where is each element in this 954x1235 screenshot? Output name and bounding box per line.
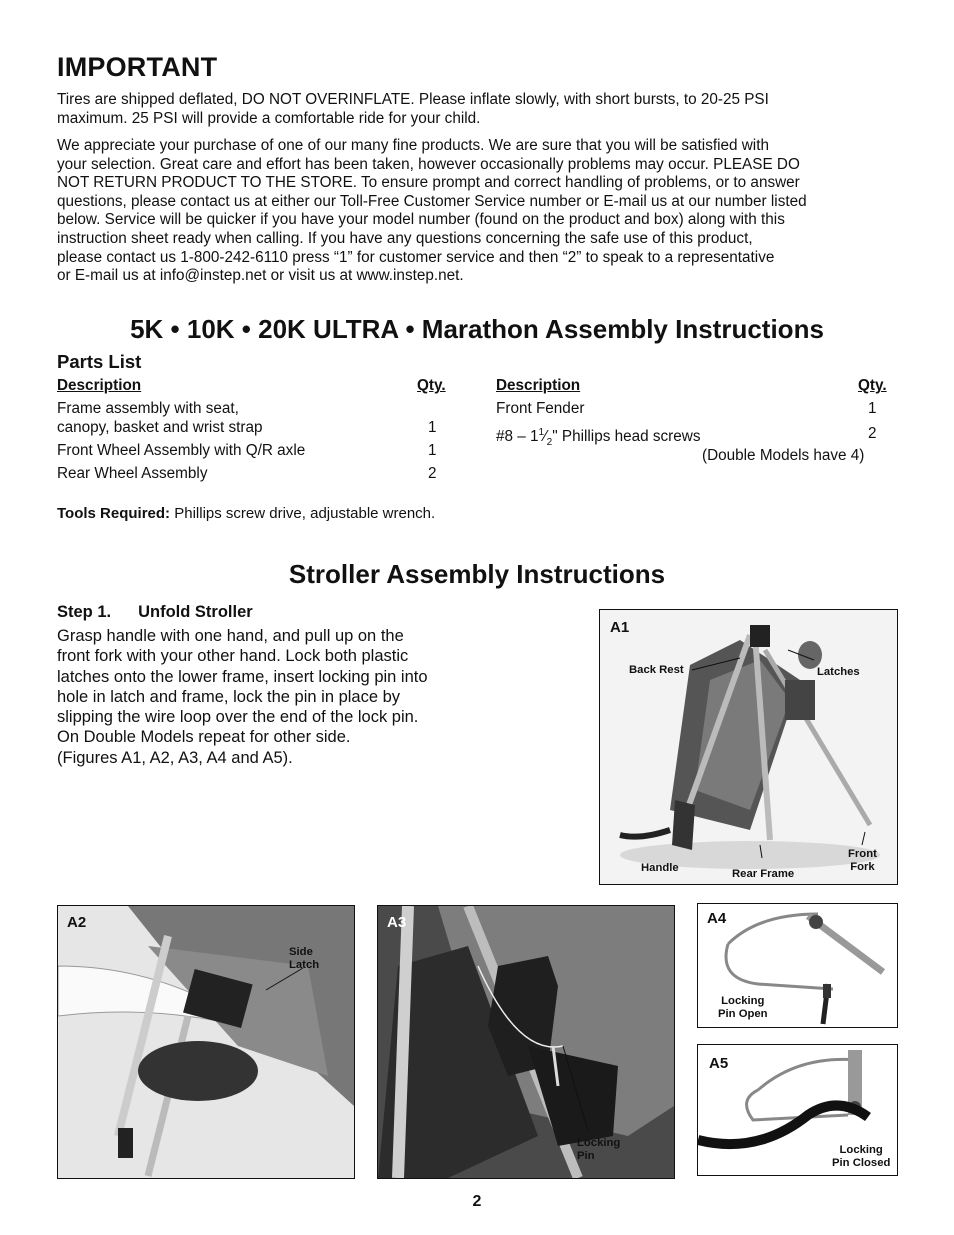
- part-screws-qty: 2: [868, 425, 877, 442]
- service-notice: [57, 137, 902, 286]
- step-title: Unfold Stroller: [138, 603, 253, 621]
- callout-side-latch: [289, 946, 319, 971]
- service-line: below. Service will be quicker if you have your model number (found on the product and box) along with this: [57, 211, 785, 229]
- figure-a2: [57, 905, 355, 1179]
- stroller-title: Stroller Assembly Instructions: [288, 559, 666, 589]
- fraction-denominator: 2: [546, 437, 553, 449]
- step-line: front fork with your other hand. Lock both plastic: [57, 647, 409, 666]
- figure-a3: [377, 905, 675, 1179]
- tire-notice-line: Tires are shipped deflated, DO NOT OVERINFLATE. Please inflate slowly, with short bursts, to 20-25 PSI: [57, 91, 769, 108]
- service-line: NOT RETURN PRODUCT TO THE STORE. To ensure prompt and correct handling of problems, or to answer: [57, 174, 800, 192]
- figure-a2-label: A2: [67, 914, 87, 931]
- callout-front-fork-line: Front: [848, 848, 877, 860]
- important-heading: IMPORTANT: [57, 52, 218, 82]
- step-line: latches onto the lower frame, insert locking pin into: [57, 667, 428, 686]
- figure-a4-label: A4: [707, 910, 727, 927]
- step-line: Grasp handle with one hand, and pull up on the: [57, 627, 404, 645]
- callout-pin-open: [718, 995, 768, 1020]
- part-screws-suffix: " Phillips head screws: [552, 428, 701, 446]
- fraction-numerator: 1: [538, 427, 545, 438]
- part-frame-line2: canopy, basket and wrist strap: [57, 419, 263, 436]
- figure-a5: [697, 1044, 898, 1176]
- callout-front-fork-line: Fork: [850, 860, 875, 873]
- assembly-title: 5K • 10K • 20K ULTRA • Marathon Assembly Instructions: [130, 314, 824, 344]
- stroller-folded-photo: [600, 610, 897, 884]
- service-line: We appreciate your purchase of one of our many fine products. We are sure that you will be satisfied with: [57, 137, 769, 154]
- step-line: slipping the wire loop over the end of the lock pin.: [57, 708, 419, 727]
- figure-a3-label: A3: [387, 914, 407, 931]
- part-screws-note: (Double Models have 4): [702, 447, 865, 464]
- figure-a4: [697, 903, 898, 1028]
- tools-label: Tools Required:: [57, 505, 171, 522]
- description-header: Description: [496, 377, 581, 394]
- callout-back-rest: Back Rest: [629, 664, 684, 676]
- callout-pin-open-line: Locking: [721, 995, 765, 1007]
- qty-header: Qty.: [417, 377, 446, 394]
- figure-a1: [599, 609, 898, 885]
- locking-pin-photo: [378, 906, 674, 1178]
- figure-a5-label: A5: [709, 1055, 729, 1072]
- description-header: Description: [57, 377, 142, 394]
- callout-handle: Handle: [641, 862, 679, 874]
- page-number: 2: [472, 1193, 482, 1210]
- tools-required: [57, 504, 435, 523]
- part-front-fender-qty: 1: [868, 400, 877, 417]
- service-line: please contact us 1-800-242-6110 press “1” for customer service and then “2” to speak to a representative: [57, 248, 775, 266]
- step-line: (Figures A1, A2, A3, A4 and A5).: [57, 748, 293, 767]
- callout-side-latch-line: Latch: [289, 958, 320, 971]
- tools-text: Phillips screw drive, adjustable wrench.: [170, 505, 436, 522]
- part-frame-qty: 1: [428, 419, 437, 436]
- part-frame-line1: Frame assembly with seat,: [57, 400, 239, 417]
- callout-locking-pin: [577, 1137, 620, 1162]
- callout-pin-closed-line: Pin Closed: [832, 1156, 891, 1169]
- service-line: your selection. Great care and effort has been taken, however occasionally problems may occur. PLEASE DO: [57, 155, 800, 173]
- part-screws: #8 – $1^1⁄_2$" Phillips head screws: [496, 427, 701, 449]
- callout-pin-closed: [832, 1144, 890, 1169]
- part-rear-wheel-qty: 2: [428, 465, 437, 482]
- step-line: On Double Models repeat for other side.: [57, 728, 351, 747]
- callout-locking-pin-line: Pin: [577, 1149, 595, 1162]
- step-heading: [57, 603, 253, 622]
- figure-a1-label: A1: [610, 619, 630, 636]
- service-line: or E-mail us at info@instep.net or visit us at www.instep.net.: [57, 267, 464, 285]
- parts-list-heading: Parts List: [57, 351, 142, 372]
- callout-latches: Latches: [817, 666, 860, 678]
- callout-rear-frame: Rear Frame: [732, 868, 795, 880]
- qty-header: Qty.: [858, 377, 887, 394]
- step-label: Step 1.: [57, 603, 112, 621]
- tire-notice-line: maximum. 25 PSI will provide a comfortable ride for your child.: [57, 109, 481, 127]
- part-front-fender: Front Fender: [496, 400, 585, 417]
- callout-locking-pin-line: Locking: [577, 1137, 621, 1149]
- callout-front-fork: [848, 848, 877, 873]
- part-front-wheel-qty: 1: [428, 442, 437, 459]
- tire-notice: [57, 91, 902, 128]
- part-front-wheel: Front Wheel Assembly with Q/R axle: [57, 442, 306, 459]
- callout-pin-open-line: Pin Open: [718, 1007, 768, 1020]
- step-instructions: [57, 626, 497, 768]
- service-line: instruction sheet ready when calling. If you have any questions concerning the safe use of this product,: [57, 229, 753, 247]
- part-screws-prefix: #8 – 1: [496, 428, 539, 446]
- callout-pin-closed-line: Locking: [839, 1144, 883, 1156]
- step-line: hole in latch and frame, lock the pin in place by: [57, 687, 401, 706]
- callout-side-latch-line: Side: [289, 946, 313, 958]
- service-line: questions, please contact us at either our Toll-Free Customer Service number or E-mail us at our number listed: [57, 192, 807, 210]
- part-rear-wheel: Rear Wheel Assembly: [57, 465, 208, 482]
